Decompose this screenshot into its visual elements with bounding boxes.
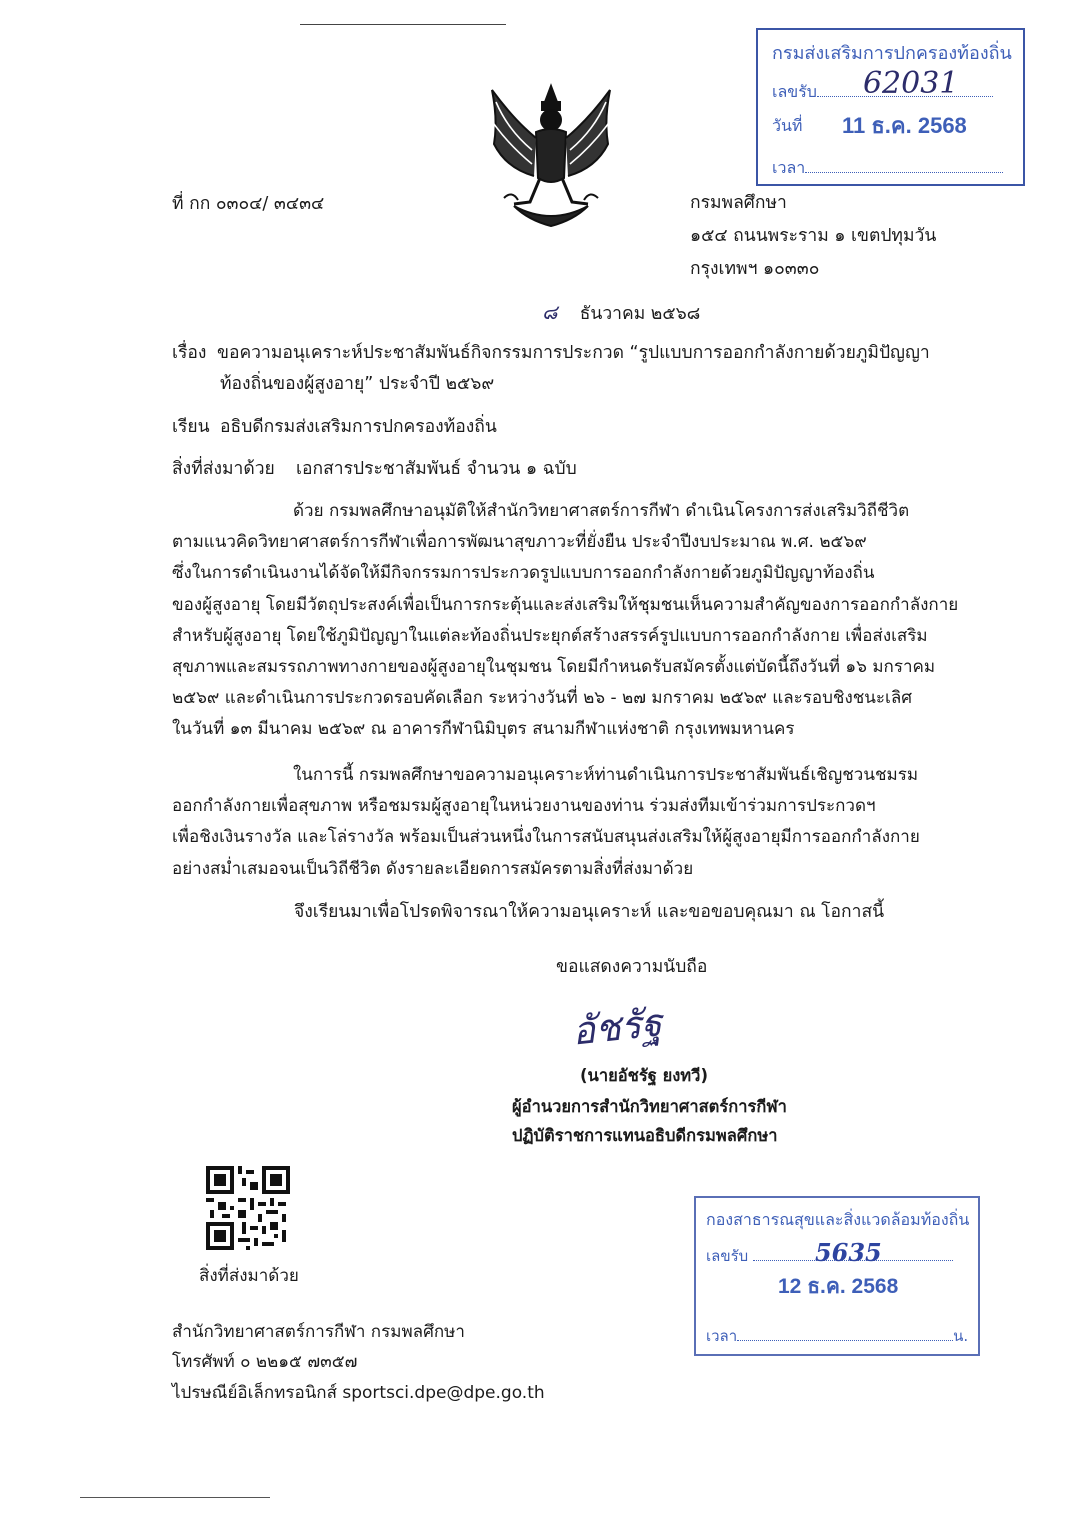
closing-request: จึงเรียนมาเพื่อโปรดพิจารณาให้ความอนุเคราะห์ และขอขอบคุณมา ณ โอกาสนี้ <box>294 902 885 922</box>
para2-line: เพื่อชิงเงินรางวัล และโล่รางวัล พร้อมเป็นส่วนหนึ่งในการสนับสนุนส่งเสริมให้ผู้สูงอายุมีการออกกำลังกาย <box>172 827 920 848</box>
subject-label: เรื่อง <box>172 343 207 363</box>
body-paragraph-2 <box>172 760 964 885</box>
para1-line: สำหรับผู้สูงอายุ โดยใช้ภูมิปัญญาในแต่ละท้องถิ่นประยุกต์สร้างสรรค์รูปแบบการออกกำลังกาย เพื่อส่งเสริม <box>172 625 928 646</box>
subject-line-2: ท้องถิ่นของผู้สูงอายุ” ประจำปี ๒๕๖๙ <box>220 374 495 394</box>
stamp-recv-number: 62031 <box>862 66 959 101</box>
stamp-date-label: วันที่ <box>772 116 803 135</box>
letter-date-month-year: ธันวาคม ๒๕๖๘ <box>579 304 701 324</box>
qr-code-icon <box>206 1166 290 1250</box>
para2-line: ออกกำลังกายเพื่อสุขภาพ หรือชมรมผู้สูงอายุในหน่วยงานของท่าน ร่วมส่งทีมเข้าร่วมการประกวดฯ <box>172 796 876 817</box>
top-rule <box>300 24 506 25</box>
enclosure-text: เอกสารประชาสัมพันธ์ จำนวน ๑ ฉบับ <box>296 459 577 479</box>
stamp2-org: กองสาธารณสุขและสิ่งแวดล้อมท้องถิ่น <box>706 1210 970 1229</box>
garuda-emblem-icon <box>484 80 618 230</box>
stamp2-time-label: เวลา <box>706 1327 738 1345</box>
qr-caption: สิ่งที่ส่งมาด้วย <box>199 1266 299 1286</box>
para1-line: ตามแนวคิดวิทยาศาสตร์การกีฬาเพื่อการพัฒนาสุขภาวะที่ยั่งยืน ประจำปีงบประมาณ พ.ศ. ๒๕๖๙ <box>172 532 867 553</box>
signer-name: (นายอัชรัฐ ยงทวี) <box>580 1066 708 1085</box>
signature: อัชรัฐ <box>569 1000 665 1054</box>
subject-line-1: ขอความอนุเคราะห์ประชาสัมพันธ์กิจกรรมการประกวด “รูปแบบการออกกำลังกายด้วยภูมิปัญญา <box>217 343 930 363</box>
letter-date <box>542 300 700 325</box>
letter-reference: ที่ กก ๐๓๐๔/ ๓๔๓๔ <box>172 194 325 214</box>
para1-line: ด้วย กรมพลศึกษาอนุมัติให้สำนักวิทยาศาสตร์การกีฬา ดำเนินโครงการส่งเสริมวิถีชีวิต <box>293 501 910 521</box>
para1-line: ซึ่งในการดำเนินงานได้จัดให้มีกิจกรรมการประกวดรูปแบบการออกกำลังกายด้วยภูมิปัญญาท้องถิ่น <box>172 563 875 584</box>
receive-stamp-health-division <box>694 1196 980 1356</box>
para2-line: ในการนี้ กรมพลศึกษาขอความอนุเคราะห์ท่านดำเนินการประชาสัมพันธ์เชิญชวนชมรม <box>293 765 919 785</box>
stamp2-recv-number: 5635 <box>814 1238 882 1267</box>
regards: ขอแสดงความนับถือ <box>556 957 708 977</box>
bottom-rule <box>80 1497 270 1498</box>
stamp-time-label: เวลา <box>772 158 806 177</box>
sender-address-1: ๑๕๔ ถนนพระราม ๑ เขตปทุมวัน <box>690 226 937 246</box>
para1-line: ในวันที่ ๑๓ มีนาคม ๒๕๖๙ ณ อาคารกีฬานิมิบุตร สนามกีฬาแห่งชาติ กรุงเทพมหานคร <box>172 719 795 740</box>
to-recipient: อธิบดีกรมส่งเสริมการปกครองท้องถิ่น <box>220 417 497 437</box>
signer-title-2: ปฏิบัติราชการแทนอธิบดีกรมพลศึกษา <box>512 1126 778 1145</box>
para1-line: สุขภาพและสมรรถภาพทางกายของผู้สูงอายุในชุมชน โดยมีกำหนดรับสมัครตั้งแต่บัดนี้ถึงวันที่ ๑๖ มกราคม <box>172 657 936 678</box>
enclosure-label: สิ่งที่ส่งมาด้วย <box>172 459 275 479</box>
body-paragraph-1 <box>172 496 964 746</box>
stamp-date: 11 ธ.ค. 2568 <box>842 113 967 138</box>
footer-email: ไปรษณีย์อิเล็กทรอนิกส์ sportsci.dpe@dpe.go.th <box>172 1383 545 1403</box>
footer-phone: โทรศัพท์ ๐ ๒๒๑๕ ๗๓๕๗ <box>172 1352 358 1372</box>
to-label: เรียน <box>172 417 210 437</box>
receive-stamp-dla <box>756 28 1025 186</box>
para1-line: ๒๕๖๙ และดำเนินการประกวดรอบคัดเลือก ระหว่างวันที่ ๒๖ - ๒๗ มกราคม ๒๕๖๙ และรอบชิงชนะเลิศ <box>172 688 913 709</box>
letter-date-day: ๘ <box>542 300 558 324</box>
stamp-recv-label: เลขรับ <box>772 82 817 101</box>
stamp-org: กรมส่งเสริมการปกครองท้องถิ่น <box>772 43 1012 64</box>
footer-office: สำนักวิทยาศาสตร์การกีฬา กรมพลศึกษา <box>172 1322 465 1342</box>
para1-line: ของผู้สูงอายุ โดยมีวัตถุประสงค์เพื่อเป็นการกระตุ้นและส่งเสริมให้ชุมชนเห็นความสำคัญของการออกกำลังกาย <box>172 594 959 615</box>
sender-address-2: กรุงเทพฯ ๑๐๓๓๐ <box>690 259 820 279</box>
para2-line: อย่างสม่ำเสมอจนเป็นวิถีชีวิต ดังรายละเอียดการสมัครตามสิ่งที่ส่งมาด้วย <box>172 858 694 879</box>
sender-org: กรมพลศึกษา <box>690 193 787 213</box>
signer-title-1: ผู้อำนวยการสำนักวิทยาศาสตร์การกีฬา <box>512 1097 787 1116</box>
stamp2-date: 12 ธ.ค. 2568 <box>778 1275 899 1298</box>
stamp2-suffix: น. <box>953 1327 969 1345</box>
stamp2-recv-label: เลขรับ <box>706 1247 749 1265</box>
